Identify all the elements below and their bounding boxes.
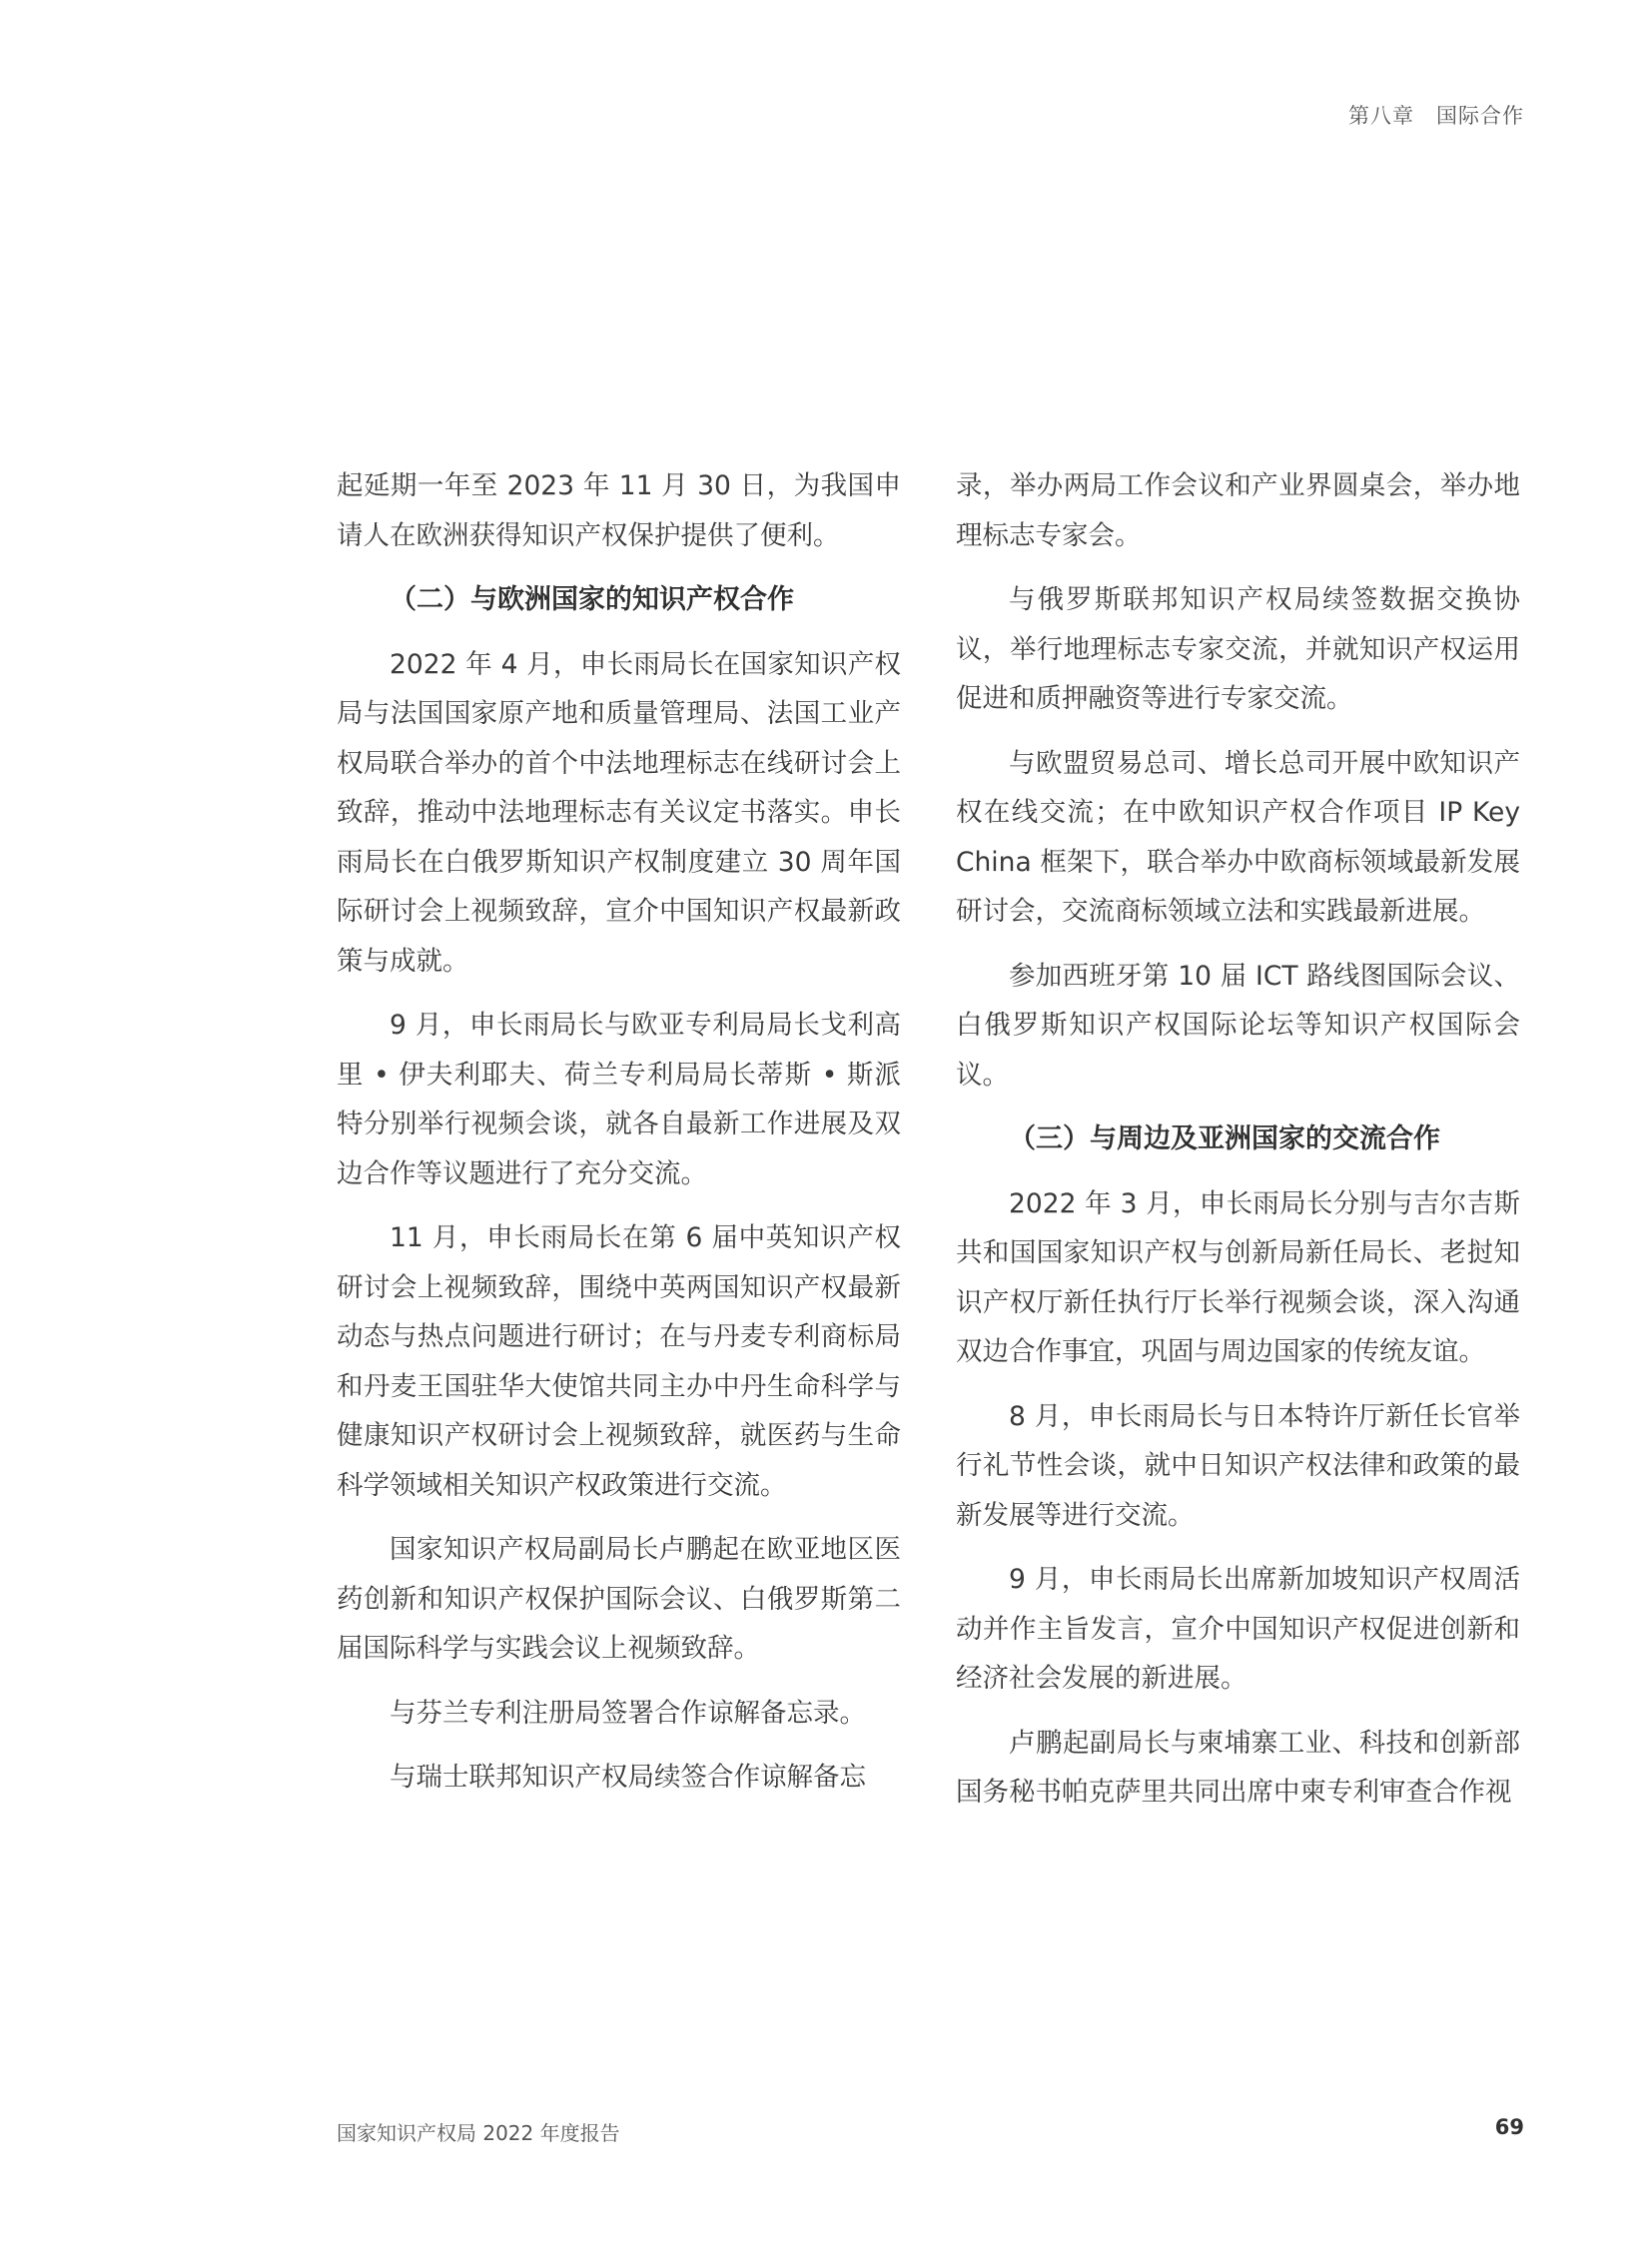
paragraph: 录，举办两局工作会议和产业界圆桌会，举办地理标志专家会。 — [956, 470, 1520, 551]
left-column — [337, 461, 901, 1818]
paragraph: 卢鹏起副局长与柬埔寨工业、科技和创新部国务秘书帕克萨里共同出席中柬专利审查合作视 — [956, 1727, 1520, 1808]
paragraph: 2022 年 4 月，申长雨局长在国家知识产权局与法国国家原产地和质量管理局、法国工业产权局联合举办的首个中法地理标志在线研讨会上致辞，推动中法地理标志有关议定书落实。申长雨局长在白俄罗斯知识产权制度建立 30 周年国际研讨会上视频致辞，宣介中国知识产权最新政策与成就。 — [337, 648, 901, 977]
footer-report-title: 国家知识产权局 2022 年度报告 — [337, 2121, 620, 2145]
paragraph: 与瑞士联邦知识产权局续签合作谅解备忘 — [390, 1762, 866, 1793]
section-heading-europe: （二）与欧洲国家的知识产权合作 — [390, 584, 794, 615]
right-column — [956, 461, 1520, 1833]
paragraph: 与俄罗斯联邦知识产权局续签数据交换协议，举行地理标志专家交流，并就知识产权运用促进和质押融资等进行专家交流。 — [956, 584, 1520, 714]
paragraph: 参加西班牙第 10 届 ICT 路线图国际会议、白俄罗斯知识产权国际论坛等知识产权国际会议。 — [956, 960, 1520, 1091]
paragraph: 与芬兰专利注册局签署合作谅解备忘录。 — [390, 1697, 866, 1729]
paragraph: 11 月，申长雨局长在第 6 届中英知识产权研讨会上视频致辞，围绕中英两国知识产权最新动态与热点问题进行研讨；在与丹麦专利商标局和丹麦王国驻华大使馆共同主办中丹生命科学与健康知识产权研讨会上视频致辞，就医药与生命科学领域相关知识产权政策进行交流。 — [337, 1222, 901, 1501]
section-heading-asia: （三）与周边及亚洲国家的交流合作 — [1009, 1123, 1440, 1154]
chapter-header: 第八章 国际合作 — [1348, 104, 1524, 128]
paragraph: 8 月，申长雨局长与日本特许厅新任长官举行礼节性会谈，就中日知识产权法律和政策的最新发展等进行交流。 — [956, 1400, 1520, 1531]
paragraph: 2022 年 3 月，申长雨局长分别与吉尔吉斯共和国国家知识产权与创新局新任局长、老挝知识产权厅新任执行厅长举行视频会谈，深入沟通双边合作事宜，巩固与周边国家的传统友谊。 — [956, 1187, 1520, 1367]
paragraph: 9 月，申长雨局长与欧亚专利局局长戈利高里 • 伊夫利耶夫、荷兰专利局局长蒂斯 • 斯派特分别举行视频会谈，就各自最新工作进展及双边合作等议题进行了充分交流。 — [337, 1010, 901, 1189]
paragraph: 与欧盟贸易总司、增长总司开展中欧知识产权在线交流；在中欧知识产权合作项目 IP Key China 框架下，联合举办中欧商标领域最新发展研讨会，交流商标领域立法和实践最新进展。 — [956, 747, 1520, 927]
paragraph: 国家知识产权局副局长卢鹏起在欧亚地区医药创新和知识产权保护国际会议、白俄罗斯第二届国际科学与实践会议上视频致辞。 — [337, 1534, 901, 1664]
page-number: 69 — [1494, 2115, 1524, 2139]
paragraph: 9 月，申长雨局长出席新加坡知识产权周活动并作主旨发言，宣介中国知识产权促进创新和经济社会发展的新进展。 — [956, 1564, 1520, 1694]
paragraph: 起延期一年至 2023 年 11 月 30 日，为我国申请人在欧洲获得知识产权保护提供了便利。 — [337, 470, 901, 551]
